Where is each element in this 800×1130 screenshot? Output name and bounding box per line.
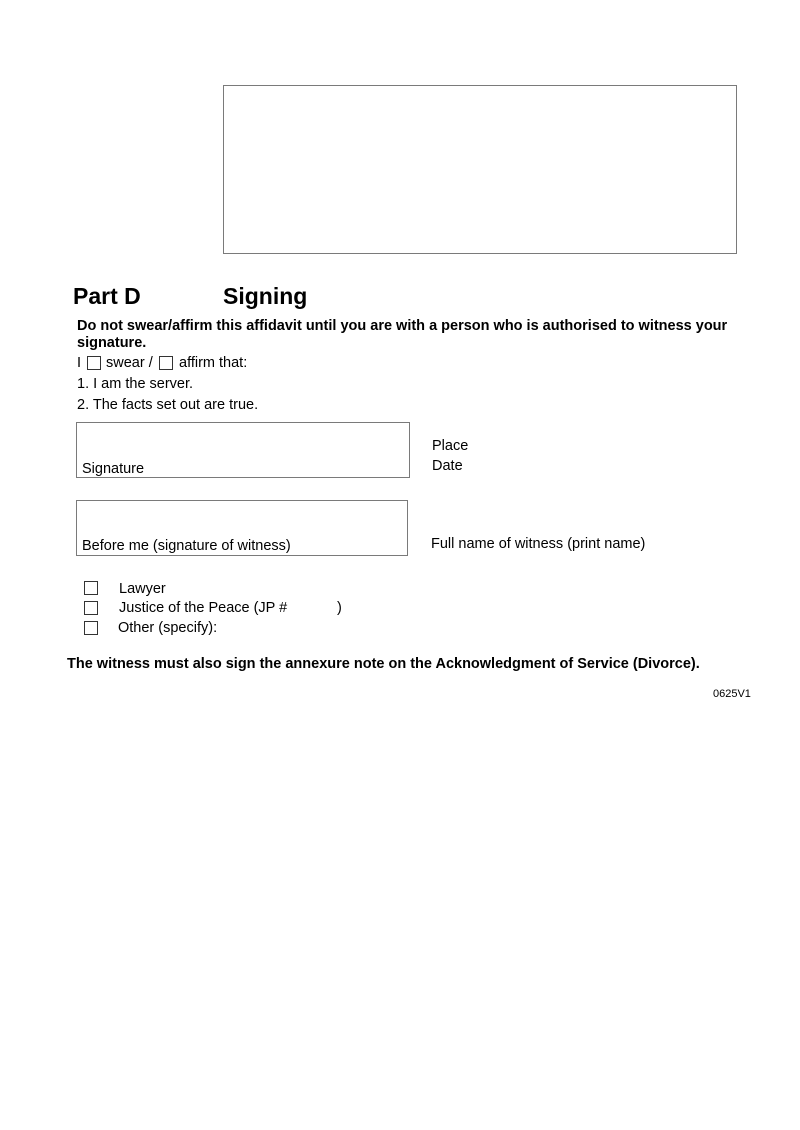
form-code: 0625V1 [713, 688, 751, 700]
oath-prefix: I [77, 355, 82, 371]
signature-label: Signature [82, 461, 145, 477]
date-label: Date [432, 458, 463, 474]
lawyer-label: Lawyer [119, 581, 166, 597]
top-text-box[interactable] [223, 85, 737, 254]
statement-1 [77, 376, 193, 392]
other-checkbox[interactable] [84, 621, 98, 635]
lawyer-checkbox[interactable] [84, 581, 98, 595]
part-title: Signing [223, 283, 308, 309]
jp-checkbox[interactable] [84, 601, 98, 615]
witness-signature-label: Before me (signature of witness) [82, 538, 291, 554]
statement-number: 1. [77, 376, 90, 392]
witness-name-label: Full name of witness (print name) [431, 536, 646, 552]
jp-label: Justice of the Peace (JP # [119, 600, 288, 616]
place-label: Place [432, 438, 469, 454]
statement-number: 2. [77, 397, 90, 413]
footer-note: The witness must also sign the annexure note on the Acknowledgment of Service (Divorce). [67, 656, 700, 672]
warning-text: Do not swear/affirm this affidavit until you are with a person who is authorised to witness your signature. [77, 318, 728, 351]
affirm-checkbox[interactable] [159, 356, 173, 370]
other-label: Other (specify): [118, 620, 218, 636]
statement-text: I am the server. [93, 376, 194, 392]
affirm-label: affirm that: [179, 355, 248, 371]
swear-checkbox[interactable] [87, 356, 101, 370]
statement-text: The facts set out are true. [92, 397, 259, 413]
part-label: Part D [73, 283, 141, 309]
statement-2 [77, 397, 258, 413]
swear-label: swear / [106, 355, 153, 371]
jp-close-paren: ) [337, 600, 342, 616]
